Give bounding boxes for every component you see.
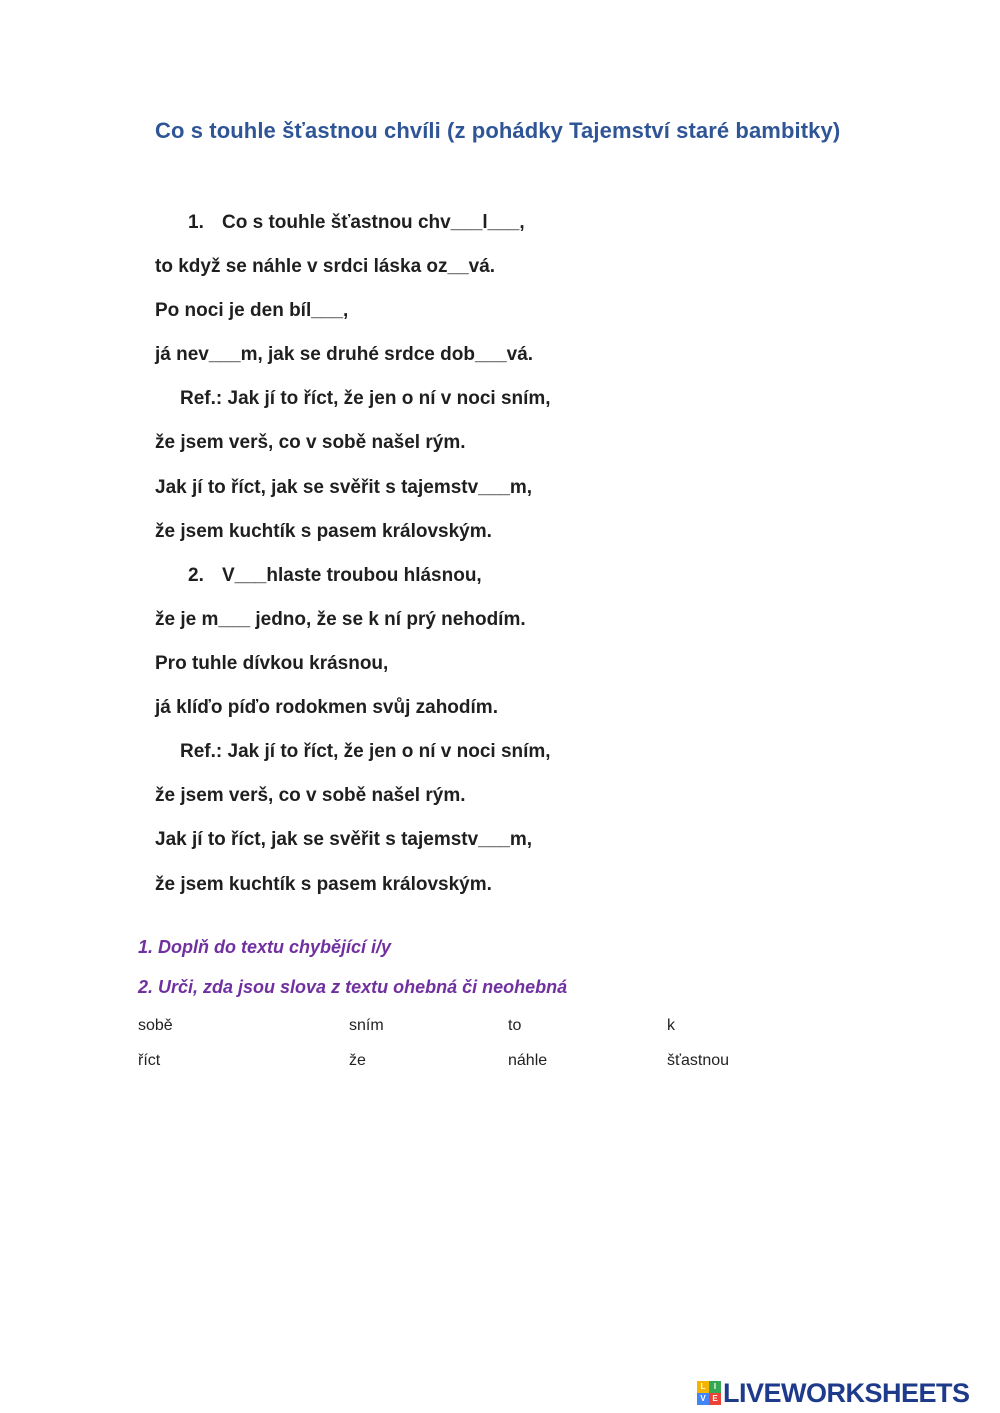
word-item: šťastnou [667, 1052, 730, 1069]
lyric-line: 2. V___hlaste troubou hlásnou, [188, 565, 482, 586]
lyric-line: že jsem kuchtík s pasem královským. [155, 521, 492, 542]
lyric-line: já nev___m, jak se druhé srdce dob___vá. [155, 344, 534, 365]
verse-number: 1. [188, 212, 204, 233]
task-2: 2. Urči, zda jsou slova z textu ohebná či neohebná [138, 977, 568, 997]
word-item: říct [138, 1052, 161, 1069]
lyric-line: Ref.: Jak jí to říct, že jen o ní v noci sním, [180, 741, 551, 762]
verse-number: 2. [188, 565, 204, 586]
page-title: Co s touhle šťastnou chvíli (z pohádky Tajemství staré bambitky) [155, 118, 841, 143]
word-item: že [349, 1052, 366, 1069]
lyric-line: že jsem verš, co v sobě našel rým. [155, 432, 466, 453]
word-item: sním [349, 1017, 384, 1034]
lyric-line: že je m___ jedno, že se k ní prý nehodím. [155, 609, 526, 630]
lyric-line: Jak jí to říct, jak se svěřit s tajemstv___m, [155, 477, 533, 498]
lyric-line: Po noci je den bíl___, [155, 300, 349, 321]
lyric-line: Ref.: Jak jí to říct, že jen o ní v noci sním, [180, 388, 551, 409]
liveworksheets-logo [697, 1377, 970, 1409]
lyric-line: že jsem verš, co v sobě našel rým. [155, 785, 466, 806]
task-1: 1. Doplň do textu chybějící i/y [138, 937, 392, 957]
word-item: sobě [138, 1017, 173, 1034]
lyric-line: to když se náhle v srdci láska oz__vá. [155, 256, 496, 277]
logo-text: LIVEWORKSHEETS [723, 1377, 970, 1408]
word-item: k [667, 1017, 675, 1034]
lyric-line: Pro tuhle dívkou krásnou, [155, 653, 389, 674]
lyric-line: Jak jí to říct, jak se svěřit s tajemstv___m, [155, 829, 533, 850]
word-item: to [508, 1017, 522, 1034]
lyric-line: že jsem kuchtík s pasem královským. [155, 874, 492, 895]
lyric-line: 1. Co s touhle šťastnou chv___l___, [188, 212, 525, 233]
liveworksheets-logo-icon: L I V E [697, 1381, 721, 1405]
word-item: náhle [508, 1052, 548, 1069]
lyric-line: já klíďo píďo rodokmen svůj zahodím. [155, 697, 498, 718]
